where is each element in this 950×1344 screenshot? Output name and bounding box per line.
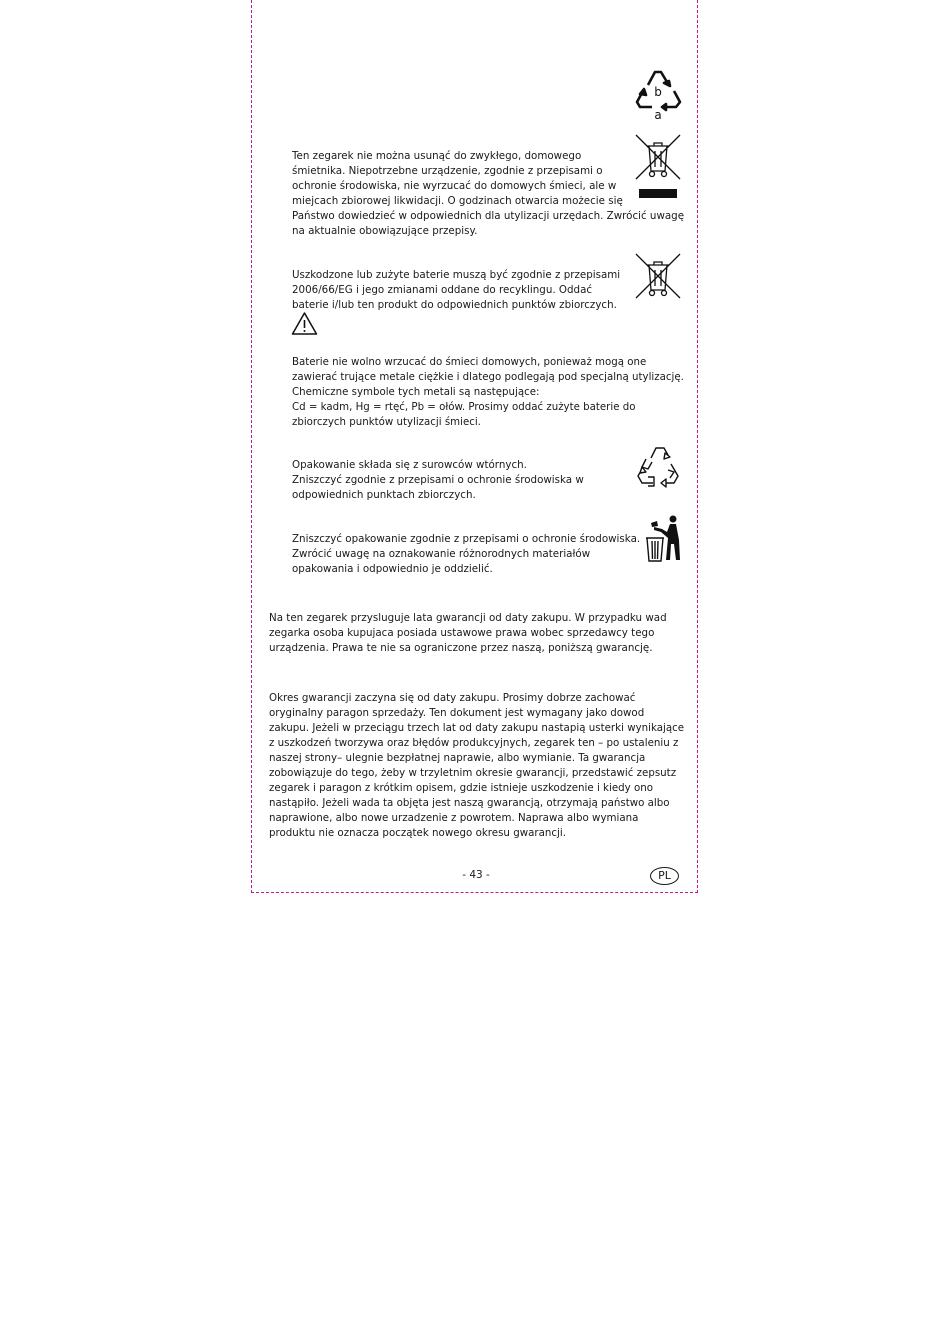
text-line: Baterie nie wolno wrzucać do śmieci domowych, ponieważ mogą one [292, 356, 647, 368]
text-line: Chemiczne symbole tych metali są następujące: [292, 386, 540, 398]
text-line: na aktualnie obowiązujące przepisy. [292, 225, 478, 237]
crossed-bin-icon [634, 252, 682, 302]
text-line: Zniszczyć zgodnie z przepisami o ochronie środowiska w [292, 474, 584, 486]
text-line: naprawione, albo nowe urzadzenie z powrotem. Naprawa albo wymiana [269, 812, 639, 824]
text-line: Cd = kadm, Hg = rtęć, Pb = ołów. Prosimy oddać zużyte baterie do [292, 401, 636, 413]
recycling-code-icon [634, 65, 682, 121]
text-line: opakowania i odpowiednio je oddzielić. [292, 563, 493, 575]
text-line: Uszkodzone lub zużyte baterie muszą być zgodnie z przepisami [292, 269, 621, 281]
text-line: Zniszczyć opakowanie zgodnie z przepisami o ochronie środowiska. [292, 533, 641, 545]
recycle-arrows-icon [634, 442, 682, 490]
text-line: zegarka osoba kupujaca posiada ustawowe prawa wobec sprzedawcy tego [269, 627, 655, 639]
text-line: Opakowanie składa się z surowców wtórnych. [292, 459, 527, 471]
disposal-paragraph [292, 149, 684, 239]
text-line: ochronie środowiska, nie wyrzucać do domowych śmieci, ale w [292, 180, 617, 192]
text-line: odpowiednich punktach zbiorczych. [292, 489, 476, 501]
text-line: Zwrócić uwagę na oznakowanie różnorodnych materiałów [292, 548, 591, 560]
text-line: zegarek i paragon z krótkim opisem, gdzie istnieje uszkodzenie i kiedy ono [269, 782, 654, 794]
text-line: Na ten zegarek przysluguje lata gwarancji od daty zakupu. W przypadku wad [269, 612, 667, 624]
text-line: baterie i/lub ten produkt do odpowiednich punktów zbiorczych. [292, 299, 617, 311]
language-badge: PL [650, 867, 679, 885]
batteries-recycle-paragraph [292, 268, 620, 313]
warning-triangle-icon [291, 311, 318, 336]
text-line: produktu nie oznacza początek nowego okresu gwarancji. [269, 827, 566, 839]
text-line: oryginalny paragon sprzedaży. Ten dokument jest wymagany jako dowod [269, 707, 645, 719]
page-number: - 43 - [462, 869, 490, 881]
text-line: z uszkodzeń tworzywa oraz błędów produkcyjnych, zegarek ten – po ustaleniu z [269, 737, 679, 749]
text-line: 2006/66/EG i jego zmianami oddane do recyklingu. Oddać [292, 284, 593, 296]
recycling-code-below: a [654, 108, 662, 121]
text-line: nastąpiło. Jeżeli wada ta objęta jest naszą gwarancją, otrzymają państwo albo [269, 797, 670, 809]
packaging-sort-paragraph [292, 532, 640, 577]
text-line: śmietnika. Niepotrzebne urządzenie, zgodnie z przepisami o [292, 165, 603, 177]
text-line: urządzenia. Prawa te nie sa ograniczone przez naszą, poniższą gwarancję. [269, 642, 653, 654]
text-line: zakupu. Jeżeli w przeciągu trzech lat od daty zakupu nastapią usterki wynikające [269, 722, 685, 734]
tidyman-icon [643, 514, 683, 564]
batteries-warning-paragraph [292, 355, 687, 430]
text-line: miejcach zbiorowej likwidacji. O godzinach otwarcia możecie się [292, 195, 623, 207]
text-line: zobowiązuje do tego, żeby w trzyletnim okresie gwarancji, przedstawić zepsutz [269, 767, 677, 779]
text-line: zbiorczych punktów utylizacji śmieci. [292, 416, 481, 428]
warranty-intro-paragraph [269, 611, 667, 656]
text-line: Państwo dowiedzieć w odpowiednich dla utylizacji urzędach. Zwrócić uwagę [292, 210, 685, 222]
text-line: zawierać trujące metale ciężkie i dlatego podlegają pod specjalną utylizację. [292, 371, 684, 383]
warranty-terms-paragraph [269, 691, 686, 841]
text-line: Ten zegarek nie można usunąć do zwykłego, domowego [292, 150, 582, 162]
text-line: naszej strony– ulegnie bezpłatnej naprawie, albo wymianie. Ta gwarancja [269, 752, 646, 764]
packaging-raw-paragraph [292, 458, 584, 503]
text-line: Okres gwarancji zaczyna się od daty zakupu. Prosimy dobrze zachować [269, 692, 636, 704]
recycling-code-inner: b [654, 85, 662, 99]
